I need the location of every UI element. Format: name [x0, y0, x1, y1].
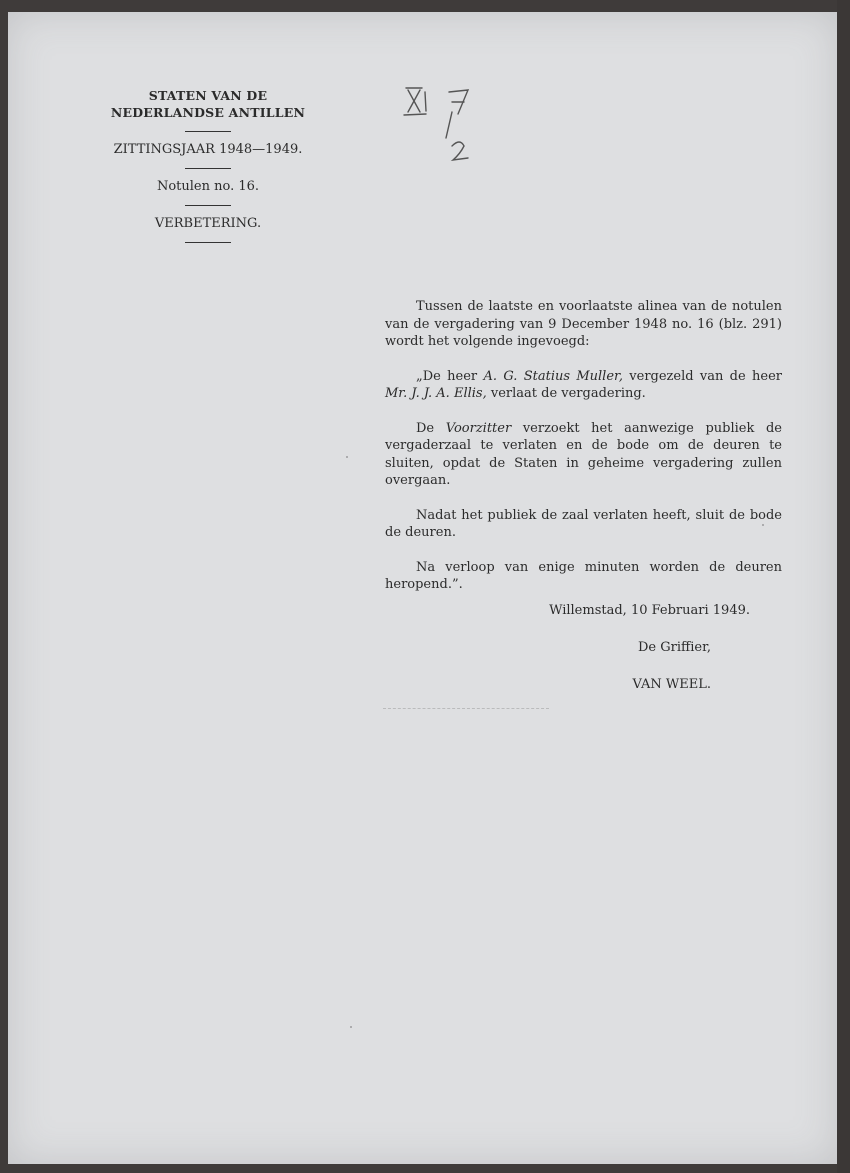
paper-speck	[350, 1026, 352, 1028]
header-divider	[185, 205, 231, 206]
scan-border	[837, 0, 850, 1173]
place-and-date: Willemstad, 10 Februari 1949.	[549, 603, 750, 618]
org-name-line2: NEDERLANDSE ANTILLEN	[110, 105, 306, 120]
session-year: ZITTINGSJAAR 1948—1949.	[113, 142, 303, 157]
faint-rule	[383, 708, 549, 709]
paragraph-intro: Tussen de laatste en voorlaatste alinea van de notulen van de vergadering van 9 December 1948 no. 16 (blz. 291) wordt het volgende ingevoegd:	[385, 299, 782, 349]
person-name: A. G. Statius Muller,	[483, 368, 623, 384]
text-span: verzoekt het aanwezige publiek de vergaderzaal te verlaten en de bode om de deuren te sluiten, opdat de Staten in geheime vergadering zullen overgaan.	[385, 420, 782, 488]
header-divider	[185, 168, 231, 169]
person-name: Mr. J. J. A. Ellis,	[385, 386, 487, 401]
text-span: De	[416, 420, 446, 436]
paragraph-chairman	[385, 420, 782, 490]
paragraph-doors-reopened: Na verloop van enige minuten worden de deuren heropend.”.	[385, 559, 782, 592]
text-span: verlaat de vergadering.	[486, 386, 646, 401]
role-name: Voorzitter	[445, 420, 512, 436]
minutes-number: Notulen no. 16.	[156, 179, 260, 194]
text-span: „De heer	[416, 368, 484, 384]
paper-speck	[762, 524, 764, 526]
text-span: vergezeld van de heer	[622, 368, 782, 384]
correction-body	[385, 298, 782, 611]
signatory-name: VAN WEEL.	[632, 677, 711, 692]
document-heading: VERBETERING.	[154, 216, 262, 231]
header-divider	[185, 131, 231, 132]
paragraph-quote-start	[385, 368, 782, 403]
handwritten-annotation	[400, 82, 490, 167]
signatory-title: De Griffier,	[637, 640, 711, 655]
org-name-line1: STATEN VAN DE	[148, 88, 268, 103]
header-divider	[185, 242, 231, 243]
paper-speck	[346, 456, 348, 458]
paragraph-doors-closed: Nadat het publiek de zaal verlaten heeft, sluit de bode de deuren.	[385, 507, 782, 540]
document-header	[98, 87, 318, 253]
